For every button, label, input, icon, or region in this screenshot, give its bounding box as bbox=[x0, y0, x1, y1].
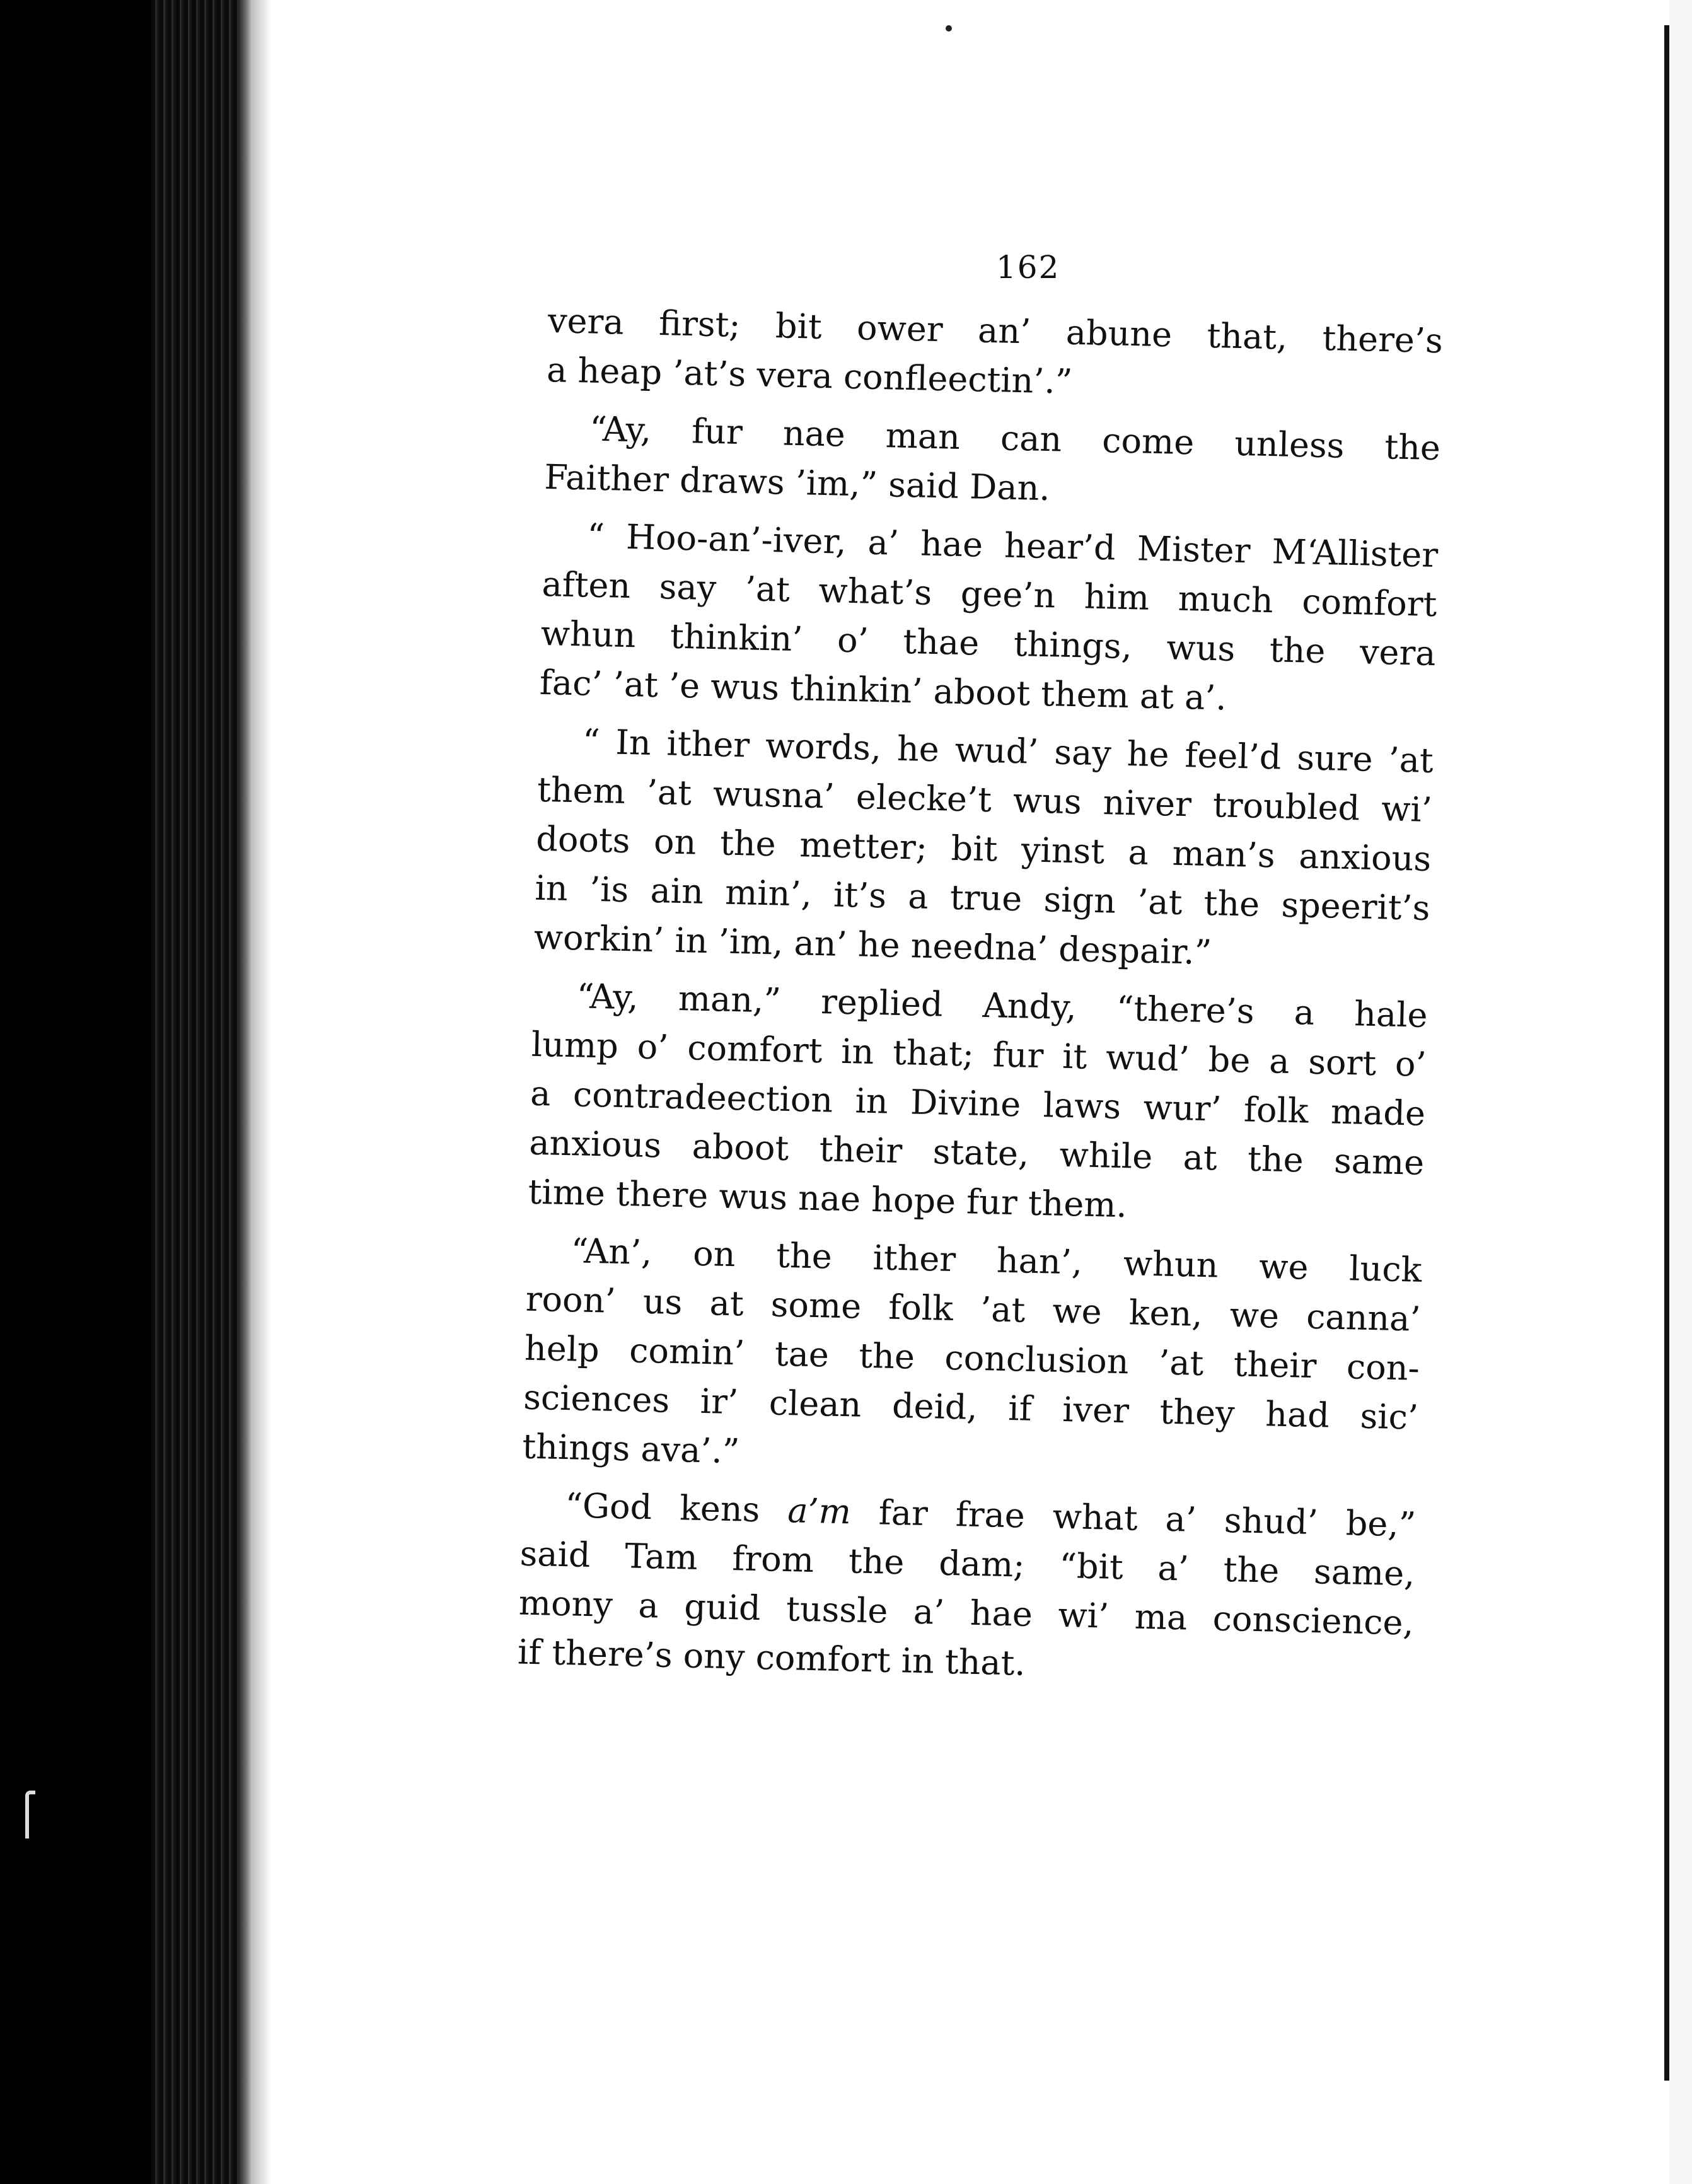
text-run: “God kens bbox=[564, 1485, 789, 1531]
page-right-border bbox=[1664, 25, 1669, 2081]
text-line: sciences ir’ clean deid, if iver they had sic’ bbox=[523, 1377, 1419, 1438]
text-run: far frae what a’ shud’ be,” bbox=[850, 1492, 1417, 1545]
text-line: fac’ ’at ’e wus thinkin’ aboot them at a’. bbox=[539, 662, 1227, 718]
gutter-shadow bbox=[252, 0, 271, 2184]
text-line: “An’, on the ither han’, whun we luck bbox=[570, 1231, 1423, 1290]
text-line: workin’ in ’im, an’ he needna’ despair.” bbox=[533, 917, 1212, 973]
text-line: a contradeection in Divine laws wur’ folk made bbox=[530, 1073, 1426, 1134]
text-line: “Ay, man,” replied Andy, “there’s a hale bbox=[576, 976, 1428, 1035]
text-line: aften say ’at what’s gee’n him much comfort bbox=[541, 564, 1437, 625]
text-line: lump o’ comfort in that; fur it wud’ be a sort o’ bbox=[531, 1024, 1427, 1084]
text-line: mony a guid tussle a’ hae wi’ ma conscience, bbox=[518, 1583, 1415, 1643]
text-line: in ’is ain min’, it’s a true sign ’at the speerit’s bbox=[534, 868, 1431, 928]
text-line: “ In ither words, he wud’ say he feel’d sure ’at bbox=[582, 721, 1434, 781]
text-line: help comin’ tae the conclusion ’at their con- bbox=[524, 1328, 1420, 1388]
text-line: “ Hoo-an’-iver, a’ hae hear’d Mister M‘Allister bbox=[586, 516, 1439, 576]
text-line: if there’s ony comfort in that. bbox=[517, 1632, 1026, 1683]
paragraph bbox=[517, 1480, 1417, 1697]
text-line: Faither draws ’im,” said Dan. bbox=[543, 456, 1051, 509]
text-line: whun thinkin’ o’ thae things, wus the vera bbox=[540, 613, 1437, 674]
text-line: vera first; bit ower an’ abune that, there’s bbox=[547, 300, 1444, 361]
text-line: “Ay, fur nae man can come unless the bbox=[589, 409, 1441, 468]
paragraph bbox=[546, 296, 1443, 415]
body-text bbox=[517, 296, 1443, 1697]
paragraph bbox=[522, 1226, 1422, 1492]
margin-mark bbox=[25, 1791, 35, 1838]
ink-speck bbox=[946, 25, 952, 32]
text-line: them ’at wusna’ elecke’t wus niver troubled wi’ bbox=[536, 769, 1433, 830]
paragraph bbox=[533, 716, 1434, 982]
text-line: roon’ us at some folk ’at we ken, we canna’ bbox=[525, 1279, 1422, 1339]
text-line: anxious aboot their state, while at the same bbox=[528, 1122, 1425, 1183]
text-line: things ava’.” bbox=[521, 1426, 741, 1472]
paragraph bbox=[539, 511, 1439, 728]
text-line: a heap ’at’s vera confleectin’.” bbox=[546, 349, 1074, 402]
scan-border-left bbox=[0, 0, 151, 2184]
facing-page-edge bbox=[1669, 0, 1692, 2184]
text-line: doots on the metter; bit yinst a man’s anxious bbox=[535, 818, 1432, 879]
text-line: said Tam from the dam; “bit a’ the same, bbox=[519, 1533, 1416, 1594]
text-line: time there wus nae hope fur them. bbox=[528, 1171, 1128, 1226]
emphasis-text: a’m bbox=[787, 1490, 852, 1532]
paragraph bbox=[544, 404, 1441, 522]
book-page-edges bbox=[151, 0, 252, 2184]
page-number: 162 bbox=[996, 249, 1060, 286]
paragraph bbox=[528, 971, 1428, 1237]
